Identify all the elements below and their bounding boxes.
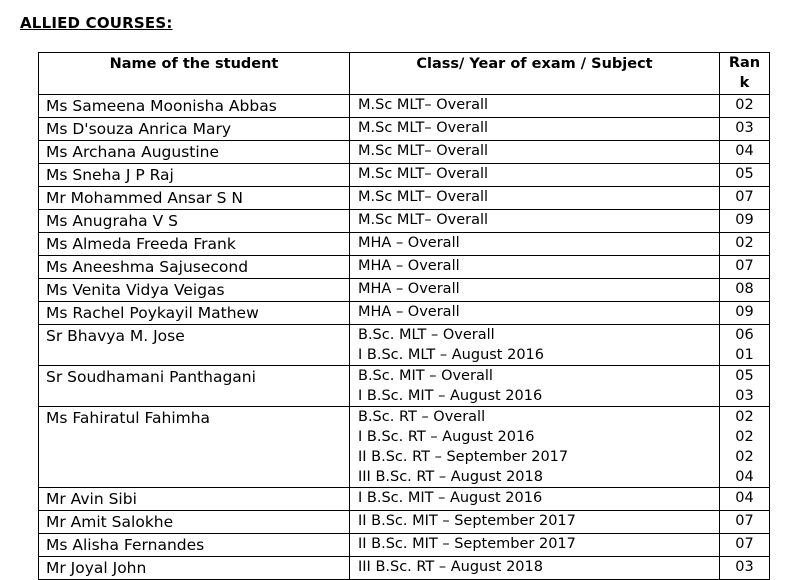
rank-cell <box>720 187 770 210</box>
rank-cell <box>720 210 770 233</box>
subject-text: MHA – Overall <box>358 258 460 274</box>
table-row <box>39 95 770 118</box>
rank-cell <box>720 511 770 534</box>
student-name: Ms Venita Vidya Veigas <box>39 279 350 302</box>
subject-text: MHA – Overall <box>358 304 460 320</box>
rank-cell <box>720 534 770 557</box>
table-row <box>39 488 770 511</box>
subject-text: I B.Sc. MLT – August 2016 <box>358 347 545 363</box>
subject-text: M.Sc MLT– Overall <box>358 143 489 159</box>
rank-value: 08 <box>735 281 754 297</box>
rank-value: 02 <box>735 449 754 465</box>
rank-cell <box>720 141 770 164</box>
rank-cell <box>720 256 770 279</box>
rank-cell <box>720 488 770 511</box>
subject-cell <box>350 488 720 511</box>
header-rank <box>720 53 770 95</box>
table-row <box>39 302 770 325</box>
table-row <box>39 118 770 141</box>
header-name: Name of the student <box>39 53 350 95</box>
table-row <box>39 534 770 557</box>
subject-text: I B.Sc. MIT – August 2016 <box>358 490 543 506</box>
student-name: Mr Avin Sibi <box>39 488 350 511</box>
header-rank-line2: k <box>739 75 750 91</box>
subject-cell <box>350 141 720 164</box>
table-body <box>39 95 770 580</box>
student-name: Ms Fahiratul Fahimha <box>39 407 350 488</box>
table-row <box>39 279 770 302</box>
subject-text: MHA – Overall <box>358 235 460 251</box>
subject-text: M.Sc MLT– Overall <box>358 120 489 136</box>
table-row <box>39 407 770 488</box>
student-name: Sr Soudhamani Panthagani <box>39 366 350 407</box>
subject-cell <box>350 118 720 141</box>
rank-value: 09 <box>735 304 754 320</box>
subject-text: I B.Sc. RT – August 2016 <box>358 429 535 445</box>
student-name: Sr Bhavya M. Jose <box>39 325 350 366</box>
rank-value: 03 <box>735 120 754 136</box>
rank-value: 02 <box>735 97 754 113</box>
subject-cell <box>350 534 720 557</box>
subject-cell <box>350 95 720 118</box>
subject-text: B.Sc. MLT – Overall <box>358 327 495 343</box>
rank-value: 04 <box>735 469 754 485</box>
rank-cell <box>720 164 770 187</box>
table-row <box>39 511 770 534</box>
table-row <box>39 164 770 187</box>
rank-value: 05 <box>735 166 754 182</box>
subject-cell <box>350 302 720 325</box>
rank-cell <box>720 279 770 302</box>
subject-cell <box>350 164 720 187</box>
table-row <box>39 187 770 210</box>
subject-text: I B.Sc. MIT – August 2016 <box>358 388 543 404</box>
table-row <box>39 325 770 366</box>
student-name: Ms Alisha Fernandes <box>39 534 350 557</box>
subject-text: B.Sc. RT – Overall <box>358 409 486 425</box>
student-name: Ms Sneha J P Raj <box>39 164 350 187</box>
rank-value: 02 <box>735 409 754 425</box>
rank-cell <box>720 233 770 256</box>
rank-value: 07 <box>735 513 754 529</box>
rank-cell <box>720 302 770 325</box>
rank-table <box>38 52 770 580</box>
table-row <box>39 366 770 407</box>
rank-value: 07 <box>735 258 754 274</box>
subject-text: M.Sc MLT– Overall <box>358 189 489 205</box>
subject-cell <box>350 407 720 488</box>
rank-value: 07 <box>735 189 754 205</box>
subject-cell <box>350 187 720 210</box>
rank-value: 04 <box>735 143 754 159</box>
table-row <box>39 210 770 233</box>
subject-cell <box>350 557 720 580</box>
subject-cell <box>350 366 720 407</box>
table-row <box>39 141 770 164</box>
student-name: Ms D'souza Anrica Mary <box>39 118 350 141</box>
student-name: Ms Rachel Poykayil Mathew <box>39 302 350 325</box>
rank-value: 05 <box>735 368 754 384</box>
rank-value: 04 <box>735 490 754 506</box>
rank-value: 03 <box>735 559 754 575</box>
subject-cell <box>350 233 720 256</box>
student-name: Mr Joyal John <box>39 557 350 580</box>
subject-cell <box>350 210 720 233</box>
rank-cell <box>720 325 770 366</box>
header-rank-line1: Ran <box>728 55 761 71</box>
rank-cell <box>720 95 770 118</box>
table-row <box>39 233 770 256</box>
subject-cell <box>350 256 720 279</box>
rank-cell <box>720 557 770 580</box>
subject-text: II B.Sc. RT – September 2017 <box>358 449 569 465</box>
rank-cell <box>720 118 770 141</box>
header-row <box>39 53 770 95</box>
student-name: Ms Almeda Freeda Frank <box>39 233 350 256</box>
subject-text: III B.Sc. RT – August 2018 <box>358 559 543 575</box>
subject-text: II B.Sc. MIT – September 2017 <box>358 513 576 529</box>
student-name: Mr Amit Salokhe <box>39 511 350 534</box>
rank-value: 01 <box>735 347 754 363</box>
table-row <box>39 256 770 279</box>
section-heading: ALLIED COURSES: <box>20 14 173 32</box>
student-name: Ms Anugraha V S <box>39 210 350 233</box>
subject-cell <box>350 511 720 534</box>
subject-text: M.Sc MLT– Overall <box>358 166 489 182</box>
rank-value: 03 <box>735 388 754 404</box>
student-name: Ms Sameena Moonisha Abbas <box>39 95 350 118</box>
subject-text: B.Sc. MIT – Overall <box>358 368 493 384</box>
rank-value: 02 <box>735 235 754 251</box>
rank-cell <box>720 366 770 407</box>
rank-value: 09 <box>735 212 754 228</box>
student-name: Ms Aneeshma Sajusecond <box>39 256 350 279</box>
header-subject: Class/ Year of exam / Subject <box>350 53 720 95</box>
subject-text: M.Sc MLT– Overall <box>358 212 489 228</box>
table-row <box>39 557 770 580</box>
subject-text: MHA – Overall <box>358 281 460 297</box>
subject-cell <box>350 279 720 302</box>
rank-value: 06 <box>735 327 754 343</box>
rank-cell <box>720 407 770 488</box>
subject-text: II B.Sc. MIT – September 2017 <box>358 536 576 552</box>
subject-cell <box>350 325 720 366</box>
subject-text: M.Sc MLT– Overall <box>358 97 489 113</box>
rank-value: 02 <box>735 429 754 445</box>
student-name: Mr Mohammed Ansar S N <box>39 187 350 210</box>
subject-text: III B.Sc. RT – August 2018 <box>358 469 543 485</box>
rank-value: 07 <box>735 536 754 552</box>
student-name: Ms Archana Augustine <box>39 141 350 164</box>
